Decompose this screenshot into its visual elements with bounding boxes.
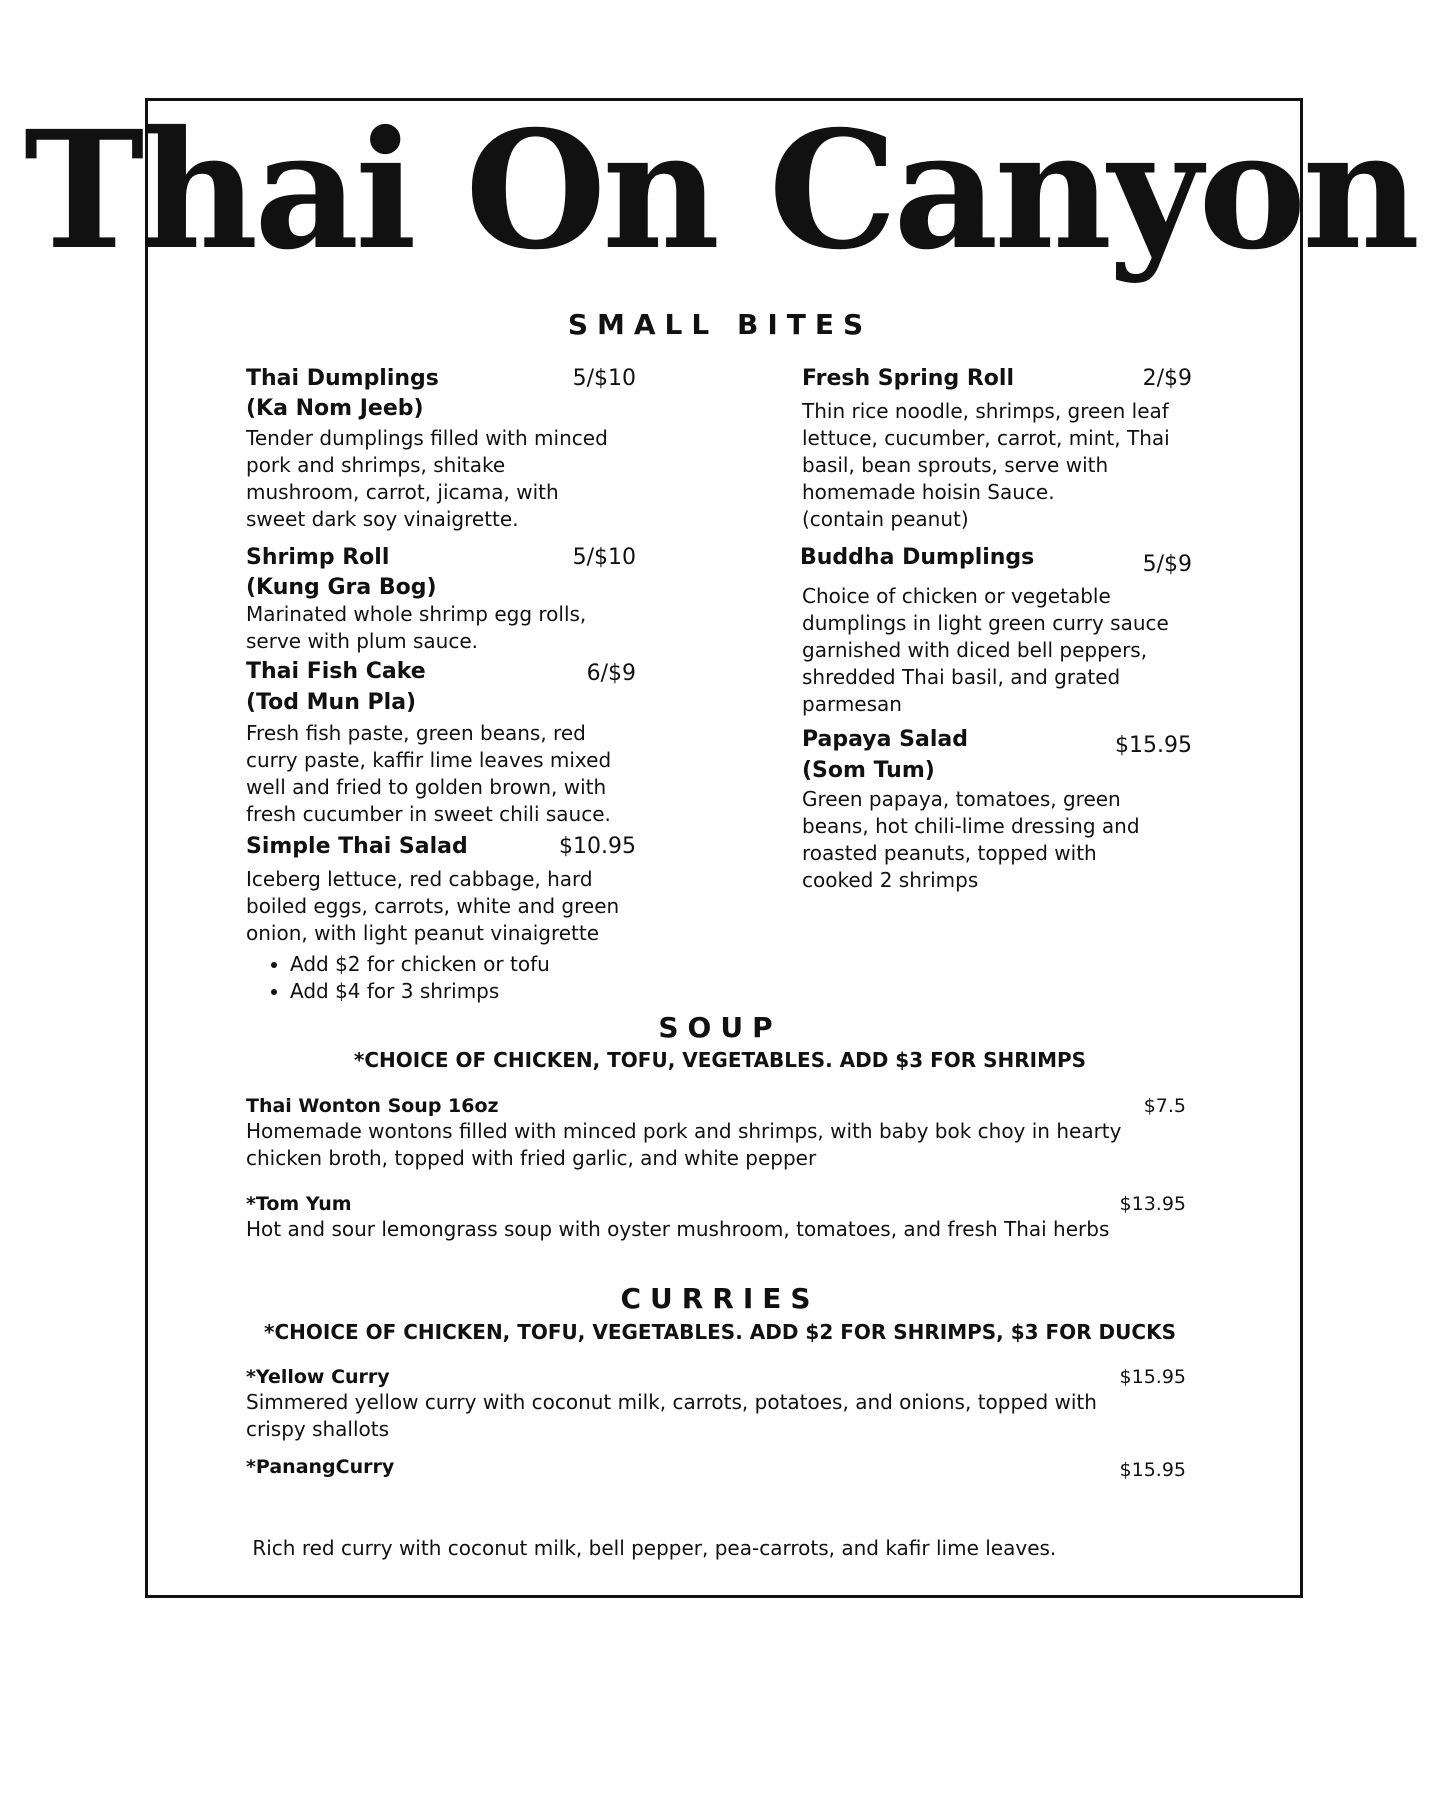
menu-item-name: Shrimp Roll	[246, 545, 390, 570]
restaurant-title: Thai On Canyon	[23, 96, 1417, 286]
menu-item-price: $10.95	[559, 834, 636, 859]
menu-item-price: $15.95	[1119, 1366, 1186, 1388]
menu-item-subname: (Kung Gra Bog)	[246, 575, 437, 600]
menu-item-subname: (Ka Nom Jeeb)	[246, 396, 424, 421]
menu-item-price: $15.95	[1115, 733, 1192, 758]
menu-item-description: Marinated whole shrimp egg rolls, serve with plum sauce.	[246, 602, 587, 653]
menu-item-description: Green papaya, tomatoes, green beans, hot chili-lime dressing and roasted peanuts, topped with cooked 2 shrimps	[802, 787, 1140, 892]
section-note-soup: *CHOICE OF CHICKEN, TOFU, VEGETABLES. ADD $3 FOR SHRIMPS	[353, 1048, 1087, 1072]
menu-item-name: *Tom Yum	[246, 1193, 352, 1215]
menu-item-description: Choice of chicken or vegetable dumplings in light green curry sauce garnished with diced bell peppers, shredded Thai basil, and grated parmesan	[802, 584, 1169, 716]
menu-item-description: Iceberg lettuce, red cabbage, hard boiled eggs, carrots, white and green onion, with light peanut vinaigrette	[246, 867, 620, 945]
menu-item-name: Thai Wonton Soup 16oz	[246, 1095, 499, 1117]
menu-item-price: 5/$10	[572, 366, 636, 391]
menu-item-description: Homemade wontons filled with minced pork and shrimps, with baby bok choy in hearty chicken broth, topped with fried garlic, and white pepper	[246, 1119, 1122, 1170]
menu-item-description: Tender dumplings filled with minced pork and shrimps, shitake mushroom, carrot, jicama, with sweet dark soy vinaigrette.	[246, 426, 608, 531]
menu-item-price: 5/$9	[1142, 552, 1192, 577]
menu-item-name: Thai Dumplings	[246, 366, 439, 391]
menu-item-subname: (Tod Mun Pla)	[246, 690, 417, 715]
menu-item-name: Simple Thai Salad	[246, 834, 468, 859]
menu-item-price: 5/$10	[572, 545, 636, 570]
menu-item-name: Buddha Dumplings	[800, 545, 1035, 570]
menu-item-description: Fresh fish paste, green beans, red curry paste, kaffir lime leaves mixed well and fried to golden brown, with fresh cucumber in sweet chili sauce.	[246, 721, 612, 826]
menu-item-description: Hot and sour lemongrass soup with oyster mushroom, tomatoes, and fresh Thai herbs	[246, 1217, 1110, 1241]
addon-list	[246, 951, 550, 1005]
menu-item-price: 6/$9	[586, 661, 636, 686]
menu-item-price: $13.95	[1119, 1193, 1186, 1215]
addon-item: • Add $4 for 3 shrimps	[290, 978, 550, 1005]
section-note-curries: *CHOICE OF CHICKEN, TOFU, VEGETABLES. ADD $2 FOR SHRIMPS, $3 FOR DUCKS	[264, 1320, 1176, 1344]
addon-item: • Add $2 for chicken or tofu	[290, 951, 550, 978]
section-heading-small-bites: SMALL BITES	[567, 308, 873, 341]
section-heading-soup: SOUP	[658, 1011, 782, 1044]
menu-item-price: $7.5	[1143, 1095, 1186, 1117]
menu-item-price: $15.95	[1119, 1459, 1186, 1481]
menu-item-description: Rich red curry with coconut milk, bell pepper, pea-carrots, and kafir lime leaves.	[246, 1536, 1057, 1560]
menu-item-name: Papaya Salad	[802, 727, 968, 752]
menu-item-description: Thin rice noodle, shrimps, green leaf lettuce, cucumber, carrot, mint, Thai basil, bean sprouts, serve with homemade hoisin Sauce. (contain peanut)	[802, 399, 1170, 531]
menu-item-subname: (Som Tum)	[802, 758, 935, 783]
menu-item-price: 2/$9	[1142, 366, 1192, 391]
menu-item-name: Fresh Spring Roll	[802, 366, 1014, 391]
menu-item-name: *PanangCurry	[246, 1456, 395, 1478]
section-heading-curries: CURRIES	[620, 1282, 820, 1315]
menu-item-name: *Yellow Curry	[246, 1366, 390, 1388]
menu-item-name: Thai Fish Cake	[246, 659, 426, 684]
menu-item-description: Simmered yellow curry with coconut milk, carrots, potatoes, and onions, topped with crispy shallots	[246, 1390, 1097, 1441]
